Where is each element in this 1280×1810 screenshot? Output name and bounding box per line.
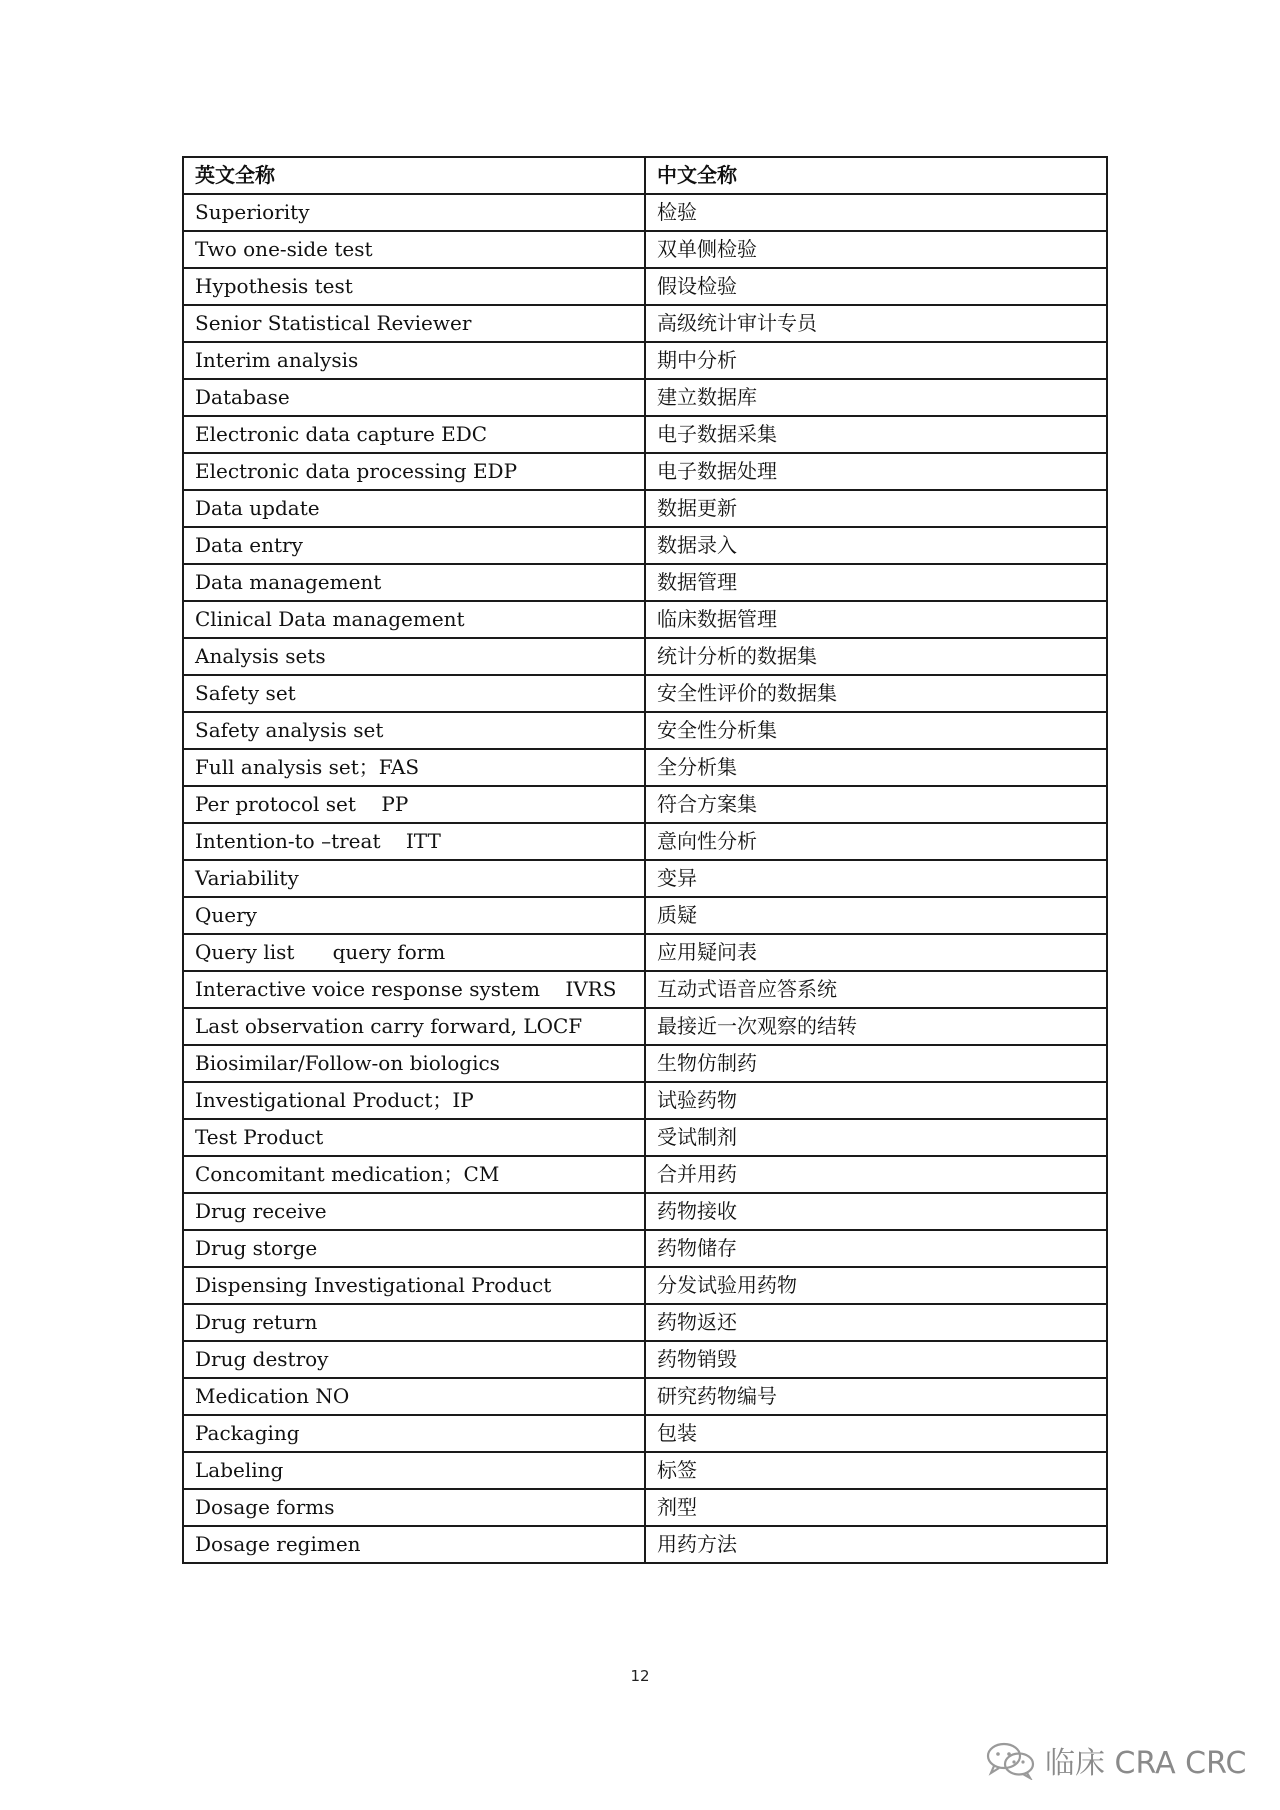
table-row (183, 305, 1107, 342)
term-chinese: 受试制剂 (645, 1119, 1107, 1156)
term-english: Packaging (183, 1415, 645, 1452)
term-english: Safety analysis set (183, 712, 645, 749)
term-chinese: 变异 (645, 860, 1107, 897)
term-english: Query list query form (183, 934, 645, 971)
term-english: Data entry (183, 527, 645, 564)
table-row (183, 342, 1107, 379)
term-english: Interim analysis (183, 342, 645, 379)
header-chinese: 中文全称 (645, 157, 1107, 194)
term-english: Data update (183, 490, 645, 527)
table-row (183, 1156, 1107, 1193)
term-english: Test Product (183, 1119, 645, 1156)
table-row (183, 1341, 1107, 1378)
term-chinese: 研究药物编号 (645, 1378, 1107, 1415)
term-chinese: 意向性分析 (645, 823, 1107, 860)
term-english: Safety set (183, 675, 645, 712)
term-english: Investigational Product；IP (183, 1082, 645, 1119)
table-row (183, 1415, 1107, 1452)
table-row (183, 712, 1107, 749)
table-row (183, 860, 1107, 897)
table-row (183, 194, 1107, 231)
table-row (183, 638, 1107, 675)
term-english: Dispensing Investigational Product (183, 1267, 645, 1304)
glossary-table (182, 156, 1108, 1564)
term-english: Senior Statistical Reviewer (183, 305, 645, 342)
table-row (183, 934, 1107, 971)
term-english: Labeling (183, 1452, 645, 1489)
term-english: Medication NO (183, 1378, 645, 1415)
term-english: Interactive voice response system IVRS (183, 971, 645, 1008)
table-row (183, 675, 1107, 712)
term-english: Full analysis set；FAS (183, 749, 645, 786)
term-chinese: 符合方案集 (645, 786, 1107, 823)
term-english: Dosage forms (183, 1489, 645, 1526)
term-english: Drug destroy (183, 1341, 645, 1378)
term-english: Database (183, 379, 645, 416)
term-english: Drug storge (183, 1230, 645, 1267)
term-chinese: 数据录入 (645, 527, 1107, 564)
table-row (183, 1045, 1107, 1082)
term-chinese: 生物仿制药 (645, 1045, 1107, 1082)
term-chinese: 最接近一次观察的结转 (645, 1008, 1107, 1045)
page-number: 12 (630, 1667, 650, 1685)
table-row (183, 1082, 1107, 1119)
term-chinese: 电子数据处理 (645, 453, 1107, 490)
table-row (183, 564, 1107, 601)
table-row (183, 1489, 1107, 1526)
term-chinese: 剂型 (645, 1489, 1107, 1526)
term-chinese: 药物销毁 (645, 1341, 1107, 1378)
term-chinese: 药物接收 (645, 1193, 1107, 1230)
term-chinese: 分发试验用药物 (645, 1267, 1107, 1304)
term-english: Data management (183, 564, 645, 601)
term-english: Intention-to –treat ITT (183, 823, 645, 860)
table-row (183, 786, 1107, 823)
term-english: Two one-side test (183, 231, 645, 268)
term-chinese: 建立数据库 (645, 379, 1107, 416)
table-row (183, 527, 1107, 564)
table-row (183, 231, 1107, 268)
term-chinese: 假设检验 (645, 268, 1107, 305)
term-chinese: 双单侧检验 (645, 231, 1107, 268)
table-row (183, 1304, 1107, 1341)
table-row (183, 1193, 1107, 1230)
term-english: Drug return (183, 1304, 645, 1341)
term-chinese: 临床数据管理 (645, 601, 1107, 638)
term-chinese: 数据管理 (645, 564, 1107, 601)
table-header-row (183, 157, 1107, 194)
term-english: Concomitant medication；CM (183, 1156, 645, 1193)
term-chinese: 药物储存 (645, 1230, 1107, 1267)
term-chinese: 期中分析 (645, 342, 1107, 379)
term-english: Electronic data processing EDP (183, 453, 645, 490)
term-chinese: 互动式语音应答系统 (645, 971, 1107, 1008)
term-chinese: 试验药物 (645, 1082, 1107, 1119)
term-chinese: 检验 (645, 194, 1107, 231)
term-chinese: 高级统计审计专员 (645, 305, 1107, 342)
table-row (183, 823, 1107, 860)
table-row (183, 416, 1107, 453)
table-row (183, 1008, 1107, 1045)
table-row (183, 897, 1107, 934)
term-english: Hypothesis test (183, 268, 645, 305)
term-chinese: 安全性分析集 (645, 712, 1107, 749)
term-english: Drug receive (183, 1193, 645, 1230)
table-row (183, 1119, 1107, 1156)
term-english: Query (183, 897, 645, 934)
term-english: Clinical Data management (183, 601, 645, 638)
table-row (183, 1526, 1107, 1563)
table-row (183, 749, 1107, 786)
table-row (183, 1378, 1107, 1415)
term-english: Variability (183, 860, 645, 897)
table-row (183, 1267, 1107, 1304)
term-chinese: 全分析集 (645, 749, 1107, 786)
term-chinese: 包装 (645, 1415, 1107, 1452)
term-chinese: 合并用药 (645, 1156, 1107, 1193)
table-row (183, 490, 1107, 527)
term-chinese: 药物返还 (645, 1304, 1107, 1341)
term-chinese: 用药方法 (645, 1526, 1107, 1563)
table-row (183, 1452, 1107, 1489)
watermark-text: 临床 CRA CRC (1045, 1746, 1247, 1781)
wechat-icon (985, 1740, 1037, 1780)
table-row (183, 268, 1107, 305)
term-chinese: 统计分析的数据集 (645, 638, 1107, 675)
term-english: Superiority (183, 194, 645, 231)
term-english: Dosage regimen (183, 1526, 645, 1563)
table-row (183, 1230, 1107, 1267)
table-row (183, 971, 1107, 1008)
term-chinese: 数据更新 (645, 490, 1107, 527)
table-row (183, 379, 1107, 416)
term-chinese: 应用疑问表 (645, 934, 1107, 971)
term-english: Electronic data capture EDC (183, 416, 645, 453)
term-english: Analysis sets (183, 638, 645, 675)
table-row (183, 601, 1107, 638)
term-english: Per protocol set PP (183, 786, 645, 823)
term-chinese: 电子数据采集 (645, 416, 1107, 453)
term-chinese: 安全性评价的数据集 (645, 675, 1107, 712)
table-row (183, 453, 1107, 490)
term-chinese: 质疑 (645, 897, 1107, 934)
term-chinese: 标签 (645, 1452, 1107, 1489)
header-english: 英文全称 (183, 157, 645, 194)
watermark (985, 1738, 1246, 1782)
term-english: Biosimilar/Follow-on biologics (183, 1045, 645, 1082)
term-english: Last observation carry forward, LOCF (183, 1008, 645, 1045)
